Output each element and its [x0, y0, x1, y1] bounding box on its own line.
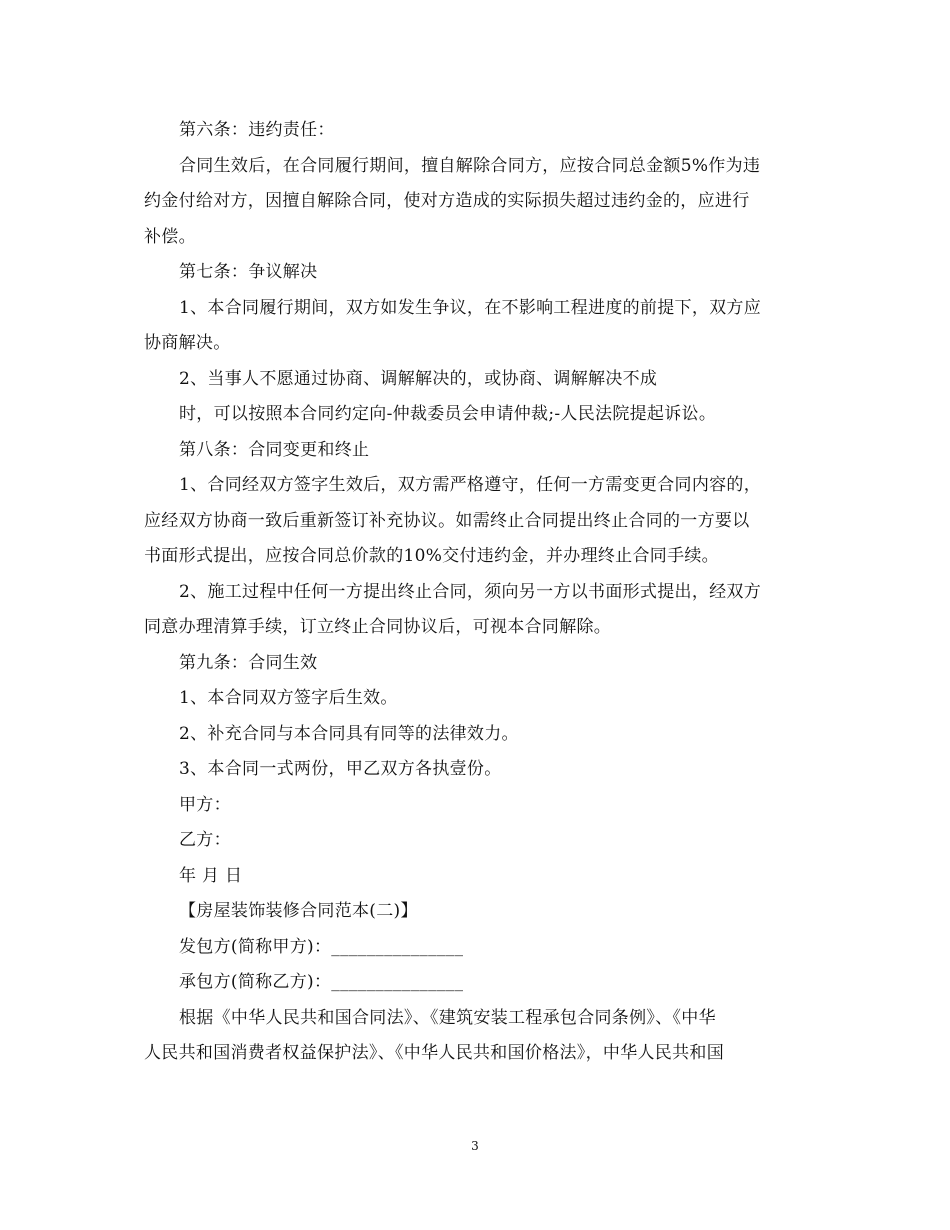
paragraph-line: 协商解决。: [144, 333, 231, 353]
party-b-signature-line: 乙方：: [179, 830, 231, 850]
employer-field-line: 发包方(简称甲方)：_______________: [179, 936, 464, 957]
paragraph-line: 人民共和国消费者权益保护法》、《中华人民共和国价格法》，中华人民共和国: [144, 1043, 724, 1063]
party-a-signature-line: 甲方：: [179, 794, 231, 815]
paragraph-line: 2、补充合同与本合同具有同等的法律效力。: [179, 723, 519, 744]
paragraph-line: 1、合同经双方签字生效后，双方需严格遵守，任何一方需变更合同内容的，: [179, 475, 762, 495]
paragraph-line: 根据《中华人民共和国合同法》、《建筑安装工程承包合同条例》、《中华: [179, 1007, 716, 1028]
document-body: [144, 113, 816, 1072]
paragraph-line: 补偿。: [144, 226, 196, 247]
contractor-field-line: 承包方(简称乙方)：_______________: [179, 972, 464, 992]
paragraph-line: 2、当事人不愿通过协商、调解解决的，或协商、调解解决不成: [179, 368, 658, 389]
section-title: 【房屋装饰装修合同范本(二)】: [179, 901, 418, 921]
article-6-heading: 第六条：违约责任：: [179, 120, 335, 140]
paragraph-line: 约金付给对方，因擅自解除合同，使对方造成的实际损失超过违约金的，应进行: [144, 191, 750, 211]
article-8-heading: 第八条：合同变更和终止: [179, 439, 370, 460]
paragraph-line: 1、本合同双方签字后生效。: [179, 688, 398, 708]
date-line: 年 月 日: [179, 865, 243, 886]
paragraph-line: 时，可以按照本合同约定向-仲裁委员会申请仲裁;-人民法院提起诉讼。: [179, 404, 717, 424]
paragraph-line: 同意办理清算手续，订立终止合同协议后，可视本合同解除。: [144, 617, 612, 637]
article-9-heading: 第九条：合同生效: [179, 652, 318, 673]
paragraph-line: 2、施工过程中任何一方提出终止合同，须向另一方以书面形式提出，经双方: [179, 581, 762, 602]
paragraph-line: 1、本合同履行期间，双方如发生争议，在不影响工程进度的前提下，双方应: [179, 297, 762, 318]
paragraph-line: 书面形式提出，应按合同总价款的10%交付违约金，并办理终止合同手续。: [144, 546, 719, 566]
paragraph-line: 合同生效后，在合同履行期间，擅自解除合同方，应按合同总金额5%作为违: [179, 155, 761, 176]
page-number: 3: [471, 1139, 479, 1153]
paragraph-line: 3、本合同一式两份，甲乙双方各执壹份。: [179, 759, 502, 779]
article-7-heading: 第七条：争议解决: [179, 262, 318, 282]
paragraph-line: 应经双方协商一致后重新签订补充协议。如需终止合同提出终止合同的一方要以: [144, 510, 750, 531]
